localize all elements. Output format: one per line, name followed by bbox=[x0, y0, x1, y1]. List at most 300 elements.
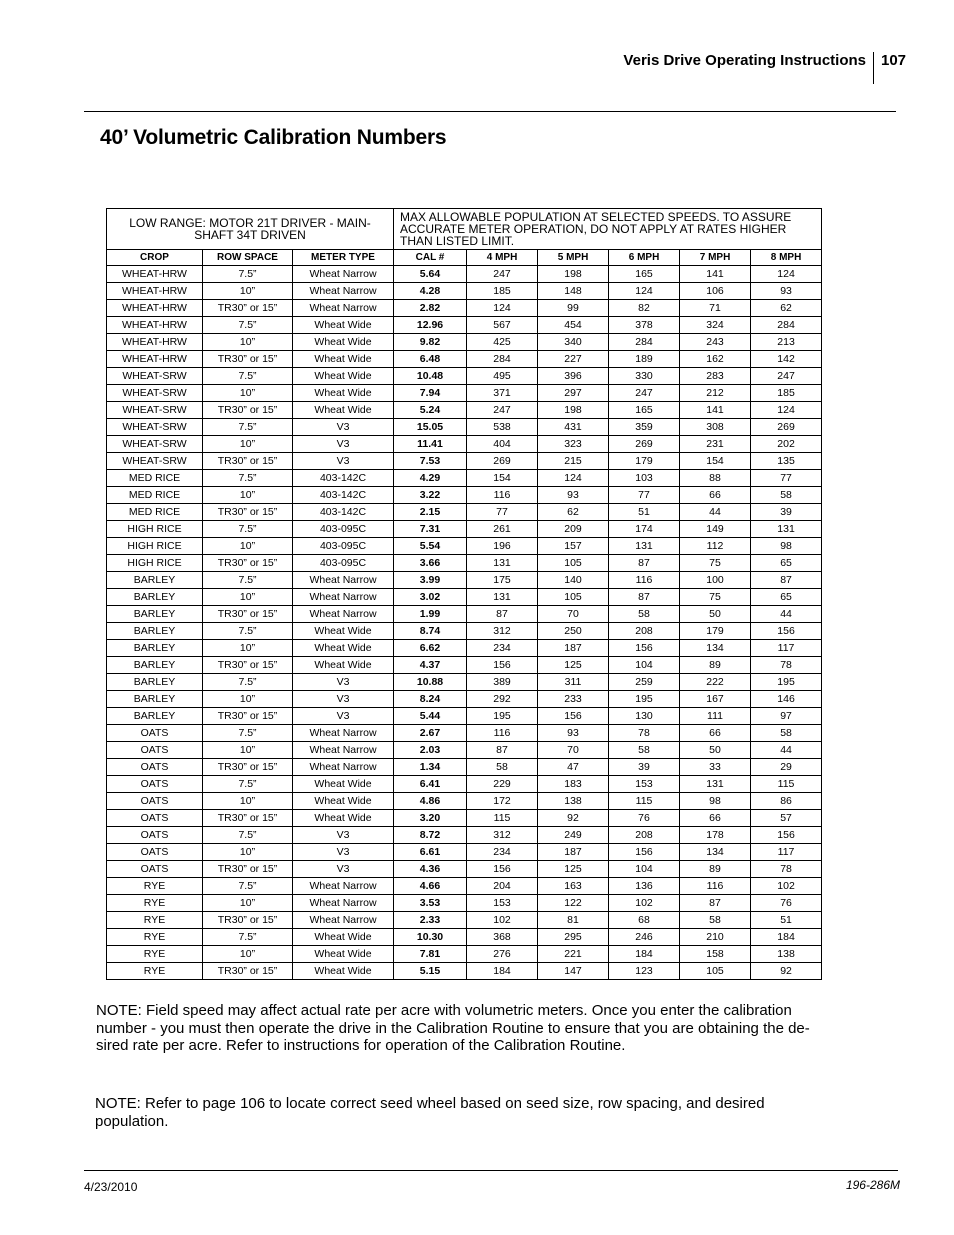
table-cell: 65 bbox=[751, 555, 822, 572]
table-cell: 124 bbox=[538, 470, 609, 487]
table-row bbox=[107, 606, 822, 623]
table-cell: 454 bbox=[538, 317, 609, 334]
table-cell: 93 bbox=[538, 725, 609, 742]
table-cell: 7.5” bbox=[203, 929, 293, 946]
table-cell: V3 bbox=[293, 861, 394, 878]
table-cell: 116 bbox=[609, 572, 680, 589]
table-cell: 75 bbox=[680, 555, 751, 572]
table-row bbox=[107, 827, 822, 844]
table-cell: TR30” or 15” bbox=[203, 402, 293, 419]
table-cell: OATS bbox=[107, 844, 203, 861]
table-cell: TR30” or 15” bbox=[203, 708, 293, 725]
table-cell: 185 bbox=[467, 283, 538, 300]
table-cell: 29 bbox=[751, 759, 822, 776]
table-cell: 141 bbox=[680, 266, 751, 283]
table-cell: 115 bbox=[609, 793, 680, 810]
table-cell: 81 bbox=[538, 912, 609, 929]
table-cell: 371 bbox=[467, 385, 538, 402]
table-row bbox=[107, 589, 822, 606]
table-cell: 233 bbox=[538, 691, 609, 708]
table-row bbox=[107, 759, 822, 776]
table-cell: MED RICE bbox=[107, 470, 203, 487]
note-field-speed: NOTE: Field speed may affect actual rate per acre with volumetric meters. Once you enter the calibration number - you must then operate the drive in the Calibration Routine to ensure that you are obtaining the de-sired rate per acre. Refer to instructions for operation of the Calibration Routine. bbox=[96, 1002, 810, 1054]
note-seed-wheel: NOTE: Refer to page 106 to locate correct seed wheel based on seed size, row spacing, and desired population. bbox=[95, 1095, 765, 1130]
table-cell: 208 bbox=[609, 827, 680, 844]
table-cell: 184 bbox=[609, 946, 680, 963]
population-note: MAX ALLOWABLE POPULATION AT SELECTED SPEEDS. TO ASSURE ACCURATE METER OPERATION, DO NOT APPLY AT RATES HIGHER THAN LISTED LIMIT. bbox=[394, 209, 822, 250]
table-cell: WHEAT-SRW bbox=[107, 368, 203, 385]
table-cell: 198 bbox=[538, 266, 609, 283]
table-cell: 87 bbox=[751, 572, 822, 589]
table-cell: 378 bbox=[609, 317, 680, 334]
table-cell: Wheat Wide bbox=[293, 776, 394, 793]
table-cell: 222 bbox=[680, 674, 751, 691]
table-cell: V3 bbox=[293, 844, 394, 861]
table-cell: 105 bbox=[538, 555, 609, 572]
table-cell: 62 bbox=[538, 504, 609, 521]
table-cell: 62 bbox=[751, 300, 822, 317]
table-cell: 131 bbox=[751, 521, 822, 538]
table-cell: 284 bbox=[609, 334, 680, 351]
table-row bbox=[107, 708, 822, 725]
table-cell: 184 bbox=[467, 963, 538, 980]
cal-number-cell: 5.24 bbox=[394, 402, 467, 419]
table-cell: RYE bbox=[107, 878, 203, 895]
column-header-row bbox=[107, 250, 822, 266]
table-cell: 33 bbox=[680, 759, 751, 776]
cal-number-cell: 2.33 bbox=[394, 912, 467, 929]
cal-number-cell: 5.64 bbox=[394, 266, 467, 283]
table-cell: 261 bbox=[467, 521, 538, 538]
table-cell: 93 bbox=[538, 487, 609, 504]
table-cell: 7.5” bbox=[203, 878, 293, 895]
table-cell: 122 bbox=[538, 895, 609, 912]
cal-number-cell: 5.44 bbox=[394, 708, 467, 725]
table-cell: Wheat Narrow bbox=[293, 300, 394, 317]
table-cell: WHEAT-SRW bbox=[107, 436, 203, 453]
table-cell: 209 bbox=[538, 521, 609, 538]
table-cell: 136 bbox=[609, 878, 680, 895]
table-cell: 70 bbox=[538, 606, 609, 623]
table-cell: Wheat Narrow bbox=[293, 895, 394, 912]
table-cell: 7.5” bbox=[203, 317, 293, 334]
table-cell: 98 bbox=[680, 793, 751, 810]
table-cell: BARLEY bbox=[107, 657, 203, 674]
table-cell: 148 bbox=[538, 283, 609, 300]
cal-number-cell: 7.81 bbox=[394, 946, 467, 963]
table-cell: 283 bbox=[680, 368, 751, 385]
table-cell: 156 bbox=[538, 708, 609, 725]
table-cell: 77 bbox=[751, 470, 822, 487]
table-cell: 116 bbox=[467, 487, 538, 504]
table-cell: HIGH RICE bbox=[107, 555, 203, 572]
table-cell: OATS bbox=[107, 827, 203, 844]
table-row bbox=[107, 725, 822, 742]
calibration-table-body bbox=[107, 209, 822, 980]
table-row bbox=[107, 844, 822, 861]
table-cell: 312 bbox=[467, 623, 538, 640]
table-cell: 158 bbox=[680, 946, 751, 963]
table-row bbox=[107, 878, 822, 895]
table-cell: 323 bbox=[538, 436, 609, 453]
table-cell: WHEAT-HRW bbox=[107, 266, 203, 283]
table-cell: TR30” or 15” bbox=[203, 759, 293, 776]
column-header: 7 MPH bbox=[680, 250, 751, 266]
table-cell: 179 bbox=[680, 623, 751, 640]
table-cell: 10” bbox=[203, 487, 293, 504]
cal-number-cell: 5.15 bbox=[394, 963, 467, 980]
table-cell: 89 bbox=[680, 861, 751, 878]
table-cell: TR30” or 15” bbox=[203, 912, 293, 929]
table-cell: 76 bbox=[609, 810, 680, 827]
table-cell: Wheat Wide bbox=[293, 402, 394, 419]
table-row bbox=[107, 963, 822, 980]
table-cell: WHEAT-HRW bbox=[107, 300, 203, 317]
table-cell: BARLEY bbox=[107, 606, 203, 623]
table-cell: BARLEY bbox=[107, 640, 203, 657]
table-cell: 125 bbox=[538, 657, 609, 674]
table-cell: 403-142C bbox=[293, 487, 394, 504]
table-cell: V3 bbox=[293, 419, 394, 436]
column-header: CAL # bbox=[394, 250, 467, 266]
table-cell: 403-142C bbox=[293, 504, 394, 521]
cal-number-cell: 2.03 bbox=[394, 742, 467, 759]
table-cell: 156 bbox=[609, 640, 680, 657]
table-cell: 156 bbox=[609, 844, 680, 861]
table-cell: 249 bbox=[538, 827, 609, 844]
table-cell: 324 bbox=[680, 317, 751, 334]
table-row bbox=[107, 283, 822, 300]
table-cell: 196 bbox=[467, 538, 538, 555]
table-cell: 123 bbox=[609, 963, 680, 980]
table-cell: 156 bbox=[751, 623, 822, 640]
table-row bbox=[107, 674, 822, 691]
cal-number-cell: 3.20 bbox=[394, 810, 467, 827]
page-title: 40’ Volumetric Calibration Numbers bbox=[100, 126, 447, 149]
table-cell: 172 bbox=[467, 793, 538, 810]
table-cell: 116 bbox=[467, 725, 538, 742]
table-cell: 7.5” bbox=[203, 368, 293, 385]
cal-number-cell: 7.31 bbox=[394, 521, 467, 538]
table-cell: 10” bbox=[203, 538, 293, 555]
cal-number-cell: 7.94 bbox=[394, 385, 467, 402]
table-cell: 330 bbox=[609, 368, 680, 385]
table-cell: 131 bbox=[467, 555, 538, 572]
cal-number-cell: 2.82 bbox=[394, 300, 467, 317]
table-cell: WHEAT-HRW bbox=[107, 283, 203, 300]
cal-number-cell: 8.24 bbox=[394, 691, 467, 708]
table-cell: 269 bbox=[609, 436, 680, 453]
table-cell: 66 bbox=[680, 810, 751, 827]
table-cell: 58 bbox=[467, 759, 538, 776]
table-cell: 10” bbox=[203, 844, 293, 861]
table-cell: 58 bbox=[609, 742, 680, 759]
table-cell: OATS bbox=[107, 793, 203, 810]
table-cell: 259 bbox=[609, 674, 680, 691]
table-cell: 165 bbox=[609, 402, 680, 419]
table-cell: WHEAT-SRW bbox=[107, 385, 203, 402]
column-header: ROW SPACE bbox=[203, 250, 293, 266]
table-cell: 131 bbox=[680, 776, 751, 793]
table-cell: 98 bbox=[751, 538, 822, 555]
table-cell: 312 bbox=[467, 827, 538, 844]
table-cell: Wheat Narrow bbox=[293, 742, 394, 759]
table-cell: Wheat Wide bbox=[293, 623, 394, 640]
table-row bbox=[107, 657, 822, 674]
table-cell: BARLEY bbox=[107, 623, 203, 640]
table-cell: TR30” or 15” bbox=[203, 810, 293, 827]
table-cell: Wheat Wide bbox=[293, 351, 394, 368]
cal-number-cell: 6.48 bbox=[394, 351, 467, 368]
table-cell: Wheat Wide bbox=[293, 793, 394, 810]
table-row bbox=[107, 810, 822, 827]
footer-rule bbox=[84, 1170, 898, 1171]
table-cell: 297 bbox=[538, 385, 609, 402]
table-row bbox=[107, 623, 822, 640]
table-cell: 106 bbox=[680, 283, 751, 300]
table-cell: 157 bbox=[538, 538, 609, 555]
table-cell: V3 bbox=[293, 691, 394, 708]
table-cell: 7.5” bbox=[203, 470, 293, 487]
table-cell: Wheat Narrow bbox=[293, 606, 394, 623]
cal-number-cell: 3.22 bbox=[394, 487, 467, 504]
table-cell: Wheat Wide bbox=[293, 334, 394, 351]
table-cell: 87 bbox=[467, 742, 538, 759]
table-cell: 130 bbox=[609, 708, 680, 725]
range-note: LOW RANGE: MOTOR 21T DRIVER - MAIN-SHAFT 34T DRIVEN bbox=[107, 209, 394, 250]
table-cell: 104 bbox=[609, 861, 680, 878]
table-cell: 179 bbox=[609, 453, 680, 470]
table-cell: 104 bbox=[609, 657, 680, 674]
table-cell: OATS bbox=[107, 742, 203, 759]
table-cell: 247 bbox=[467, 266, 538, 283]
table-cell: 58 bbox=[680, 912, 751, 929]
table-cell: 247 bbox=[609, 385, 680, 402]
table-row bbox=[107, 402, 822, 419]
table-cell: Wheat Wide bbox=[293, 640, 394, 657]
header-rule bbox=[84, 111, 896, 112]
table-cell: 231 bbox=[680, 436, 751, 453]
table-cell: 403-095C bbox=[293, 538, 394, 555]
table-cell: 403-142C bbox=[293, 470, 394, 487]
table-cell: 58 bbox=[751, 487, 822, 504]
table-cell: 10” bbox=[203, 385, 293, 402]
table-cell: RYE bbox=[107, 929, 203, 946]
table-cell: 117 bbox=[751, 844, 822, 861]
table-cell: 102 bbox=[467, 912, 538, 929]
table-cell: 189 bbox=[609, 351, 680, 368]
cal-number-cell: 4.86 bbox=[394, 793, 467, 810]
table-row bbox=[107, 538, 822, 555]
cal-number-cell: 7.53 bbox=[394, 453, 467, 470]
table-row bbox=[107, 317, 822, 334]
cal-number-cell: 10.88 bbox=[394, 674, 467, 691]
table-cell: Wheat Narrow bbox=[293, 266, 394, 283]
table-row bbox=[107, 861, 822, 878]
table-row bbox=[107, 912, 822, 929]
table-cell: WHEAT-HRW bbox=[107, 334, 203, 351]
footer-doc-number: 196-286M bbox=[845, 1178, 900, 1192]
table-cell: 308 bbox=[680, 419, 751, 436]
table-cell: 103 bbox=[609, 470, 680, 487]
table-cell: 131 bbox=[609, 538, 680, 555]
table-cell: TR30” or 15” bbox=[203, 606, 293, 623]
table-cell: 89 bbox=[680, 657, 751, 674]
table-cell: Wheat Narrow bbox=[293, 878, 394, 895]
cal-number-cell: 2.15 bbox=[394, 504, 467, 521]
table-row bbox=[107, 640, 822, 657]
table-cell: 97 bbox=[751, 708, 822, 725]
table-cell: 403-095C bbox=[293, 555, 394, 572]
table-cell: TR30” or 15” bbox=[203, 504, 293, 521]
table-cell: Wheat Wide bbox=[293, 657, 394, 674]
table-cell: 167 bbox=[680, 691, 751, 708]
table-cell: 124 bbox=[751, 266, 822, 283]
table-cell: 124 bbox=[751, 402, 822, 419]
cal-number-cell: 4.66 bbox=[394, 878, 467, 895]
table-cell: 87 bbox=[680, 895, 751, 912]
table-cell: 10” bbox=[203, 793, 293, 810]
table-cell: 175 bbox=[467, 572, 538, 589]
table-cell: OATS bbox=[107, 810, 203, 827]
table-row bbox=[107, 300, 822, 317]
table-cell: TR30” or 15” bbox=[203, 861, 293, 878]
table-row bbox=[107, 776, 822, 793]
calibration-table bbox=[106, 208, 822, 980]
table-cell: 247 bbox=[751, 368, 822, 385]
table-cell: 284 bbox=[751, 317, 822, 334]
table-cell: 87 bbox=[467, 606, 538, 623]
table-cell: WHEAT-SRW bbox=[107, 453, 203, 470]
table-cell: V3 bbox=[293, 674, 394, 691]
table-cell: Wheat Narrow bbox=[293, 759, 394, 776]
table-cell: 276 bbox=[467, 946, 538, 963]
table-cell: 221 bbox=[538, 946, 609, 963]
table-cell: RYE bbox=[107, 912, 203, 929]
table-cell: 57 bbox=[751, 810, 822, 827]
table-cell: BARLEY bbox=[107, 589, 203, 606]
cal-number-cell: 10.48 bbox=[394, 368, 467, 385]
table-cell: 295 bbox=[538, 929, 609, 946]
table-cell: 7.5” bbox=[203, 725, 293, 742]
table-cell: 66 bbox=[680, 725, 751, 742]
header-divider bbox=[873, 52, 874, 84]
table-cell: BARLEY bbox=[107, 691, 203, 708]
table-cell: 44 bbox=[751, 606, 822, 623]
cal-number-cell: 11.41 bbox=[394, 436, 467, 453]
table-cell: 50 bbox=[680, 742, 751, 759]
table-cell: Wheat Wide bbox=[293, 368, 394, 385]
table-cell: 93 bbox=[751, 283, 822, 300]
table-cell: 71 bbox=[680, 300, 751, 317]
table-cell: 105 bbox=[680, 963, 751, 980]
table-cell: Wheat Wide bbox=[293, 946, 394, 963]
table-cell: RYE bbox=[107, 946, 203, 963]
cal-number-cell: 4.28 bbox=[394, 283, 467, 300]
cal-number-cell: 12.96 bbox=[394, 317, 467, 334]
table-cell: Wheat Wide bbox=[293, 810, 394, 827]
table-row bbox=[107, 470, 822, 487]
table-cell: 495 bbox=[467, 368, 538, 385]
table-cell: 195 bbox=[609, 691, 680, 708]
table-row bbox=[107, 368, 822, 385]
table-cell: 78 bbox=[751, 861, 822, 878]
table-cell: 154 bbox=[467, 470, 538, 487]
table-cell: 68 bbox=[609, 912, 680, 929]
table-cell: 86 bbox=[751, 793, 822, 810]
table-cell: Wheat Narrow bbox=[293, 589, 394, 606]
table-cell: 10” bbox=[203, 640, 293, 657]
cal-number-cell: 15.05 bbox=[394, 419, 467, 436]
table-cell: 204 bbox=[467, 878, 538, 895]
table-cell: 10” bbox=[203, 436, 293, 453]
cal-number-cell: 3.02 bbox=[394, 589, 467, 606]
table-cell: 75 bbox=[680, 589, 751, 606]
table-row bbox=[107, 742, 822, 759]
table-cell: 99 bbox=[538, 300, 609, 317]
table-cell: 153 bbox=[467, 895, 538, 912]
column-header: 8 MPH bbox=[751, 250, 822, 266]
table-cell: 156 bbox=[751, 827, 822, 844]
table-cell: 198 bbox=[538, 402, 609, 419]
table-cell: 92 bbox=[751, 963, 822, 980]
table-cell: 7.5” bbox=[203, 623, 293, 640]
cal-number-cell: 8.72 bbox=[394, 827, 467, 844]
table-cell: 202 bbox=[751, 436, 822, 453]
table-cell: TR30” or 15” bbox=[203, 300, 293, 317]
table-cell: TR30” or 15” bbox=[203, 555, 293, 572]
table-cell: 44 bbox=[680, 504, 751, 521]
table-cell: Wheat Wide bbox=[293, 317, 394, 334]
table-cell: 10” bbox=[203, 691, 293, 708]
cal-number-cell: 5.54 bbox=[394, 538, 467, 555]
table-row bbox=[107, 793, 822, 810]
table-row bbox=[107, 436, 822, 453]
cal-number-cell: 10.30 bbox=[394, 929, 467, 946]
cal-number-cell: 4.37 bbox=[394, 657, 467, 674]
cal-number-cell: 1.34 bbox=[394, 759, 467, 776]
table-cell: Wheat Narrow bbox=[293, 912, 394, 929]
table-cell: 10” bbox=[203, 283, 293, 300]
table-cell: 210 bbox=[680, 929, 751, 946]
table-cell: 7.5” bbox=[203, 776, 293, 793]
table-cell: 116 bbox=[680, 878, 751, 895]
cal-number-cell: 6.62 bbox=[394, 640, 467, 657]
table-row bbox=[107, 504, 822, 521]
table-cell: TR30” or 15” bbox=[203, 453, 293, 470]
table-cell: 162 bbox=[680, 351, 751, 368]
table-cell: 165 bbox=[609, 266, 680, 283]
table-cell: 78 bbox=[609, 725, 680, 742]
table-cell: Wheat Narrow bbox=[293, 572, 394, 589]
table-cell: 65 bbox=[751, 589, 822, 606]
table-cell: 115 bbox=[467, 810, 538, 827]
table-cell: 124 bbox=[609, 283, 680, 300]
cal-number-cell: 3.53 bbox=[394, 895, 467, 912]
table-cell: 51 bbox=[751, 912, 822, 929]
table-cell: Wheat Wide bbox=[293, 929, 394, 946]
table-cell: 284 bbox=[467, 351, 538, 368]
table-cell: 134 bbox=[680, 640, 751, 657]
table-cell: 141 bbox=[680, 402, 751, 419]
table-cell: 404 bbox=[467, 436, 538, 453]
table-cell: 135 bbox=[751, 453, 822, 470]
table-cell: 138 bbox=[538, 793, 609, 810]
table-cell: 10” bbox=[203, 946, 293, 963]
column-header: 6 MPH bbox=[609, 250, 680, 266]
table-cell: 92 bbox=[538, 810, 609, 827]
table-cell: WHEAT-SRW bbox=[107, 419, 203, 436]
